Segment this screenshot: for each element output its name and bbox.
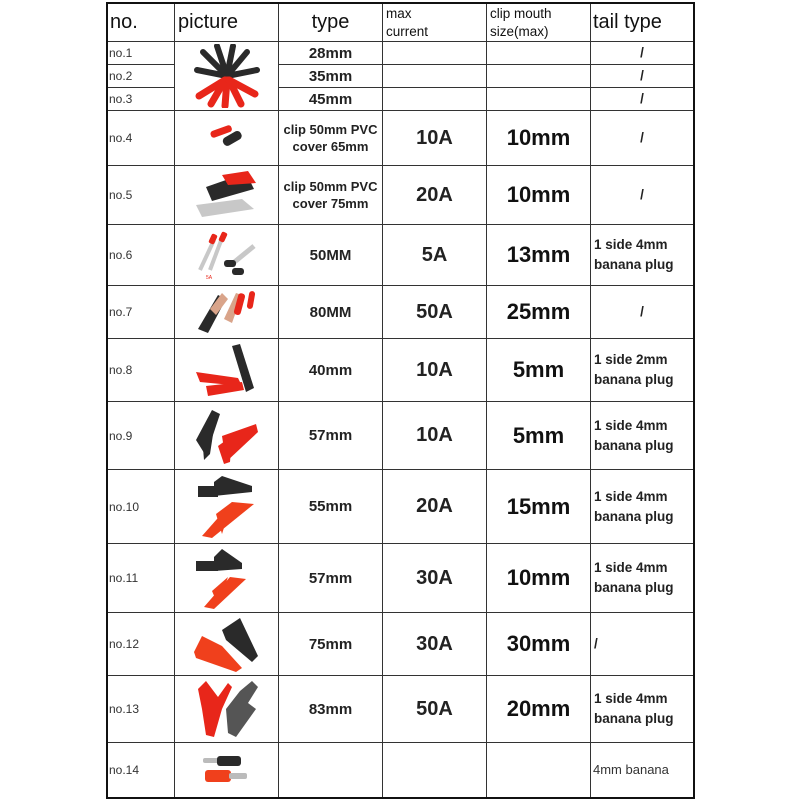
header-picture: picture bbox=[178, 11, 239, 33]
row-clip-mouth: 10mm bbox=[506, 182, 571, 207]
row-tail-line2: banana plug bbox=[594, 257, 674, 272]
row-clip-mouth: 13mm bbox=[506, 242, 571, 267]
row-clip-mouth: 20mm bbox=[506, 696, 571, 721]
picture-large-clips-banana bbox=[175, 676, 278, 742]
row-tail-type bbox=[591, 544, 693, 612]
row-tail-type: / bbox=[640, 130, 644, 145]
header-clip-mouth-line2: size(max) bbox=[490, 23, 549, 39]
row-no: no.7 bbox=[109, 305, 133, 319]
metal-clip-image bbox=[192, 230, 262, 280]
row-type-line2: cover 65mm bbox=[292, 139, 369, 154]
row-type bbox=[279, 111, 382, 165]
row-tail-line2: banana plug bbox=[594, 372, 674, 387]
header-tail-type: tail type bbox=[593, 11, 662, 33]
row-tail-line2: banana plug bbox=[594, 580, 674, 595]
picture-copper-clips bbox=[175, 286, 278, 338]
picture-large-insulated-clips bbox=[175, 613, 278, 675]
row-tail-type bbox=[591, 470, 693, 543]
picture-metal-clip bbox=[175, 225, 278, 285]
row-no: no.12 bbox=[109, 637, 140, 651]
row-no: no.1 bbox=[109, 46, 133, 60]
row-tail-type: / bbox=[594, 636, 598, 651]
insulated-clip-small-image bbox=[192, 342, 262, 398]
picture-insulated-clip-small bbox=[175, 339, 278, 401]
row-type: 35mm bbox=[308, 67, 353, 85]
row-no: no.8 bbox=[109, 363, 133, 377]
row-no: no.10 bbox=[109, 499, 140, 514]
insulated-clip-stacked-2-image bbox=[192, 547, 262, 609]
row-type: 55mm bbox=[308, 498, 353, 515]
row-type-line1: clip 50mm PVC bbox=[283, 179, 378, 194]
row-tail-type bbox=[591, 402, 693, 469]
header-type: type bbox=[311, 11, 350, 33]
row-type: 50MM bbox=[309, 246, 352, 264]
row-no: no.9 bbox=[109, 428, 133, 443]
row-tail-line1: 1 side 2mm bbox=[594, 352, 668, 367]
row-max-current: 20A bbox=[416, 183, 453, 206]
row-type: 75mm bbox=[308, 635, 353, 653]
row-max-current: 10A bbox=[416, 126, 453, 149]
row-max-current: 30A bbox=[416, 566, 453, 589]
row-tail-type bbox=[591, 225, 693, 285]
row-max-current: 10A bbox=[416, 358, 453, 381]
row-type-line2: cover 75mm bbox=[292, 196, 369, 211]
svg-text:5A: 5A bbox=[205, 275, 212, 280]
row-type: 83mm bbox=[308, 700, 353, 718]
row-max-current: 10A bbox=[416, 424, 453, 446]
row-tail-type bbox=[591, 676, 693, 742]
row-clip-mouth: 5mm bbox=[512, 422, 565, 448]
row-type: 57mm bbox=[308, 427, 353, 444]
picture-banana-plugs bbox=[175, 743, 278, 797]
header-clip-mouth-line1: clip mouth bbox=[490, 5, 552, 21]
row-max-current: 50A bbox=[416, 697, 453, 720]
row-type-line1: clip 50mm PVC bbox=[283, 122, 378, 137]
picture-small-clips-fan bbox=[175, 42, 278, 110]
row-clip-mouth: 10mm bbox=[506, 125, 571, 150]
picture-insulated-clip-stacked bbox=[175, 470, 278, 543]
row-clip-mouth: 30mm bbox=[506, 631, 571, 656]
row-clip-mouth: 25mm bbox=[506, 299, 571, 324]
row-tail-line1: 1 side 4mm bbox=[594, 488, 668, 504]
row-type bbox=[279, 166, 382, 224]
banana-plugs-image bbox=[197, 750, 257, 790]
alligator-clips-image bbox=[187, 44, 267, 108]
clip-spec-table bbox=[106, 2, 695, 799]
large-insulated-clips-image bbox=[192, 616, 262, 672]
picture-insulated-clip-long bbox=[175, 402, 278, 469]
header-max-current-line1: max bbox=[386, 5, 412, 21]
row-no: no.6 bbox=[109, 248, 133, 262]
copper-clips-image bbox=[192, 289, 262, 335]
insulated-clip-long-image bbox=[192, 406, 262, 466]
row-tail-line1: 1 side 4mm bbox=[594, 560, 668, 575]
row-type: 57mm bbox=[308, 569, 353, 587]
row-type: 40mm bbox=[308, 361, 353, 379]
row-tail-type: / bbox=[640, 304, 644, 319]
row-tail-type: / bbox=[640, 68, 644, 83]
row-no: no.4 bbox=[109, 131, 133, 145]
row-clip-mouth: 5mm bbox=[512, 357, 565, 382]
header-clip-mouth bbox=[490, 4, 590, 41]
pvc-clip-image bbox=[202, 118, 252, 158]
large-clips-banana-image bbox=[192, 679, 262, 739]
row-tail-line2: banana plug bbox=[594, 437, 674, 453]
row-tail-type: / bbox=[640, 45, 644, 60]
row-type: 45mm bbox=[308, 90, 353, 108]
row-type: 28mm bbox=[308, 44, 353, 62]
picture-pvc-clip-large bbox=[175, 166, 278, 224]
row-max-current: 30A bbox=[416, 632, 453, 655]
row-no: no.3 bbox=[109, 92, 133, 106]
picture-insulated-clip-stacked-2 bbox=[175, 544, 278, 612]
header-max-current-line2: current bbox=[386, 23, 429, 39]
row-no: no.5 bbox=[109, 188, 133, 202]
row-tail-type: 4mm banana bbox=[593, 762, 669, 777]
header-max-current bbox=[386, 4, 486, 41]
row-clip-mouth: 10mm bbox=[506, 565, 571, 590]
row-tail-type bbox=[591, 339, 693, 401]
row-tail-line1: 1 side 4mm bbox=[594, 237, 668, 252]
row-max-current: 20A bbox=[416, 495, 453, 517]
row-tail-type: / bbox=[640, 91, 644, 106]
row-tail-type: / bbox=[640, 187, 644, 202]
row-max-current: 50A bbox=[416, 300, 453, 323]
row-type: 80MM bbox=[309, 303, 352, 321]
row-no: no.2 bbox=[109, 69, 133, 83]
row-tail-line2: banana plug bbox=[594, 711, 674, 726]
pvc-clip-large-image bbox=[192, 169, 262, 221]
row-no: no.14 bbox=[109, 763, 140, 777]
row-max-current: 5A bbox=[421, 243, 448, 266]
row-no: no.13 bbox=[109, 702, 140, 716]
row-tail-line2: banana plug bbox=[594, 508, 674, 524]
picture-pvc-clip bbox=[175, 111, 278, 165]
row-tail-line1: 1 side 4mm bbox=[594, 691, 668, 706]
row-no: no.11 bbox=[109, 571, 139, 585]
header-no: no. bbox=[110, 11, 138, 33]
insulated-clip-stacked-image bbox=[192, 474, 262, 540]
row-tail-line1: 1 side 4mm bbox=[594, 417, 668, 433]
row-clip-mouth: 15mm bbox=[506, 493, 571, 519]
